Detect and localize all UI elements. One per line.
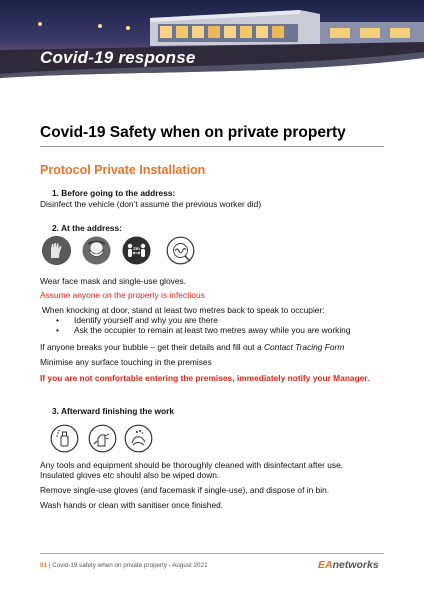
notify-manager-text: If you are not comfortable entering the premises, immediately notify your Manager. xyxy=(40,373,370,383)
hand-wash-icon xyxy=(166,236,195,265)
gloves-wipe-text: Insulated gloves etc should also be wiped down. xyxy=(40,470,220,480)
bullet-identify xyxy=(56,315,218,325)
footer-caption: | Covid-19 safety when on private property - August 2021 xyxy=(47,562,208,569)
remove-gloves-text: Remove single-use gloves (and facemask if single-use), and dispose of in bin. xyxy=(40,485,330,495)
cleaning-spray-icon xyxy=(88,424,117,453)
bubble-text-prefix: If anyone breaks your bubble – get their details and fill out a xyxy=(40,342,264,352)
face-mask-icon xyxy=(82,236,111,265)
footer-divider xyxy=(40,553,384,554)
bullet-identify-text: Identify yourself and why you are there xyxy=(74,315,218,325)
gloves-icon xyxy=(42,236,71,265)
logo-networks: networks xyxy=(332,559,379,571)
step-1-heading: 1. Before going to the address: xyxy=(52,188,176,198)
page-title: Covid-19 Safety when on private property xyxy=(40,124,346,141)
step-3-heading: 3. Afterward finishing the work xyxy=(52,406,175,416)
bubble-text xyxy=(40,342,344,352)
bullet-dot: • xyxy=(56,325,59,335)
step-1-text: Disinfect the vehicle (don’t assume the previous worker did) xyxy=(40,199,262,209)
bullet-distance-text: Ask the occupier to remain at least two metres away while you are working xyxy=(74,325,351,335)
wash-hands-text: Wash hands or clean with sanitiser once finished. xyxy=(40,500,224,510)
bullet-distance xyxy=(56,325,351,335)
banner-title: Covid-19 response xyxy=(40,48,196,67)
knocking-text: When knocking at door, stand at least two metres back to speak to occupier: xyxy=(42,305,325,315)
distance-2m-icon xyxy=(122,236,151,265)
minimise-text: Minimise any surface touching in the premises xyxy=(40,357,212,367)
building-photo xyxy=(0,0,424,92)
sanitise-hands-icon xyxy=(124,424,153,453)
section-subtitle: Protocol Private Installation xyxy=(40,163,206,177)
title-divider xyxy=(40,146,384,147)
tools-clean-text: Any tools and equipment should be thoroughly cleaned with disinfectant after use. xyxy=(40,460,344,470)
assume-infectious-text: Assume anyone on the property is infectious xyxy=(40,290,205,300)
footer-text xyxy=(40,562,208,569)
disinfect-spray-icon xyxy=(50,424,79,453)
header-banner xyxy=(0,0,424,92)
ea-networks-logo xyxy=(318,559,379,571)
logo-ea: EA xyxy=(318,559,333,571)
step-2-heading: 2. At the address: xyxy=(52,223,122,233)
contact-tracing-form-link[interactable]: Contact Tracing Form xyxy=(263,342,345,352)
distance-label: 2m xyxy=(133,246,140,251)
mask-gloves-text: Wear face mask and single-use gloves. xyxy=(40,276,187,286)
bullet-dot: • xyxy=(56,315,59,325)
page-number: 01 xyxy=(40,562,48,569)
